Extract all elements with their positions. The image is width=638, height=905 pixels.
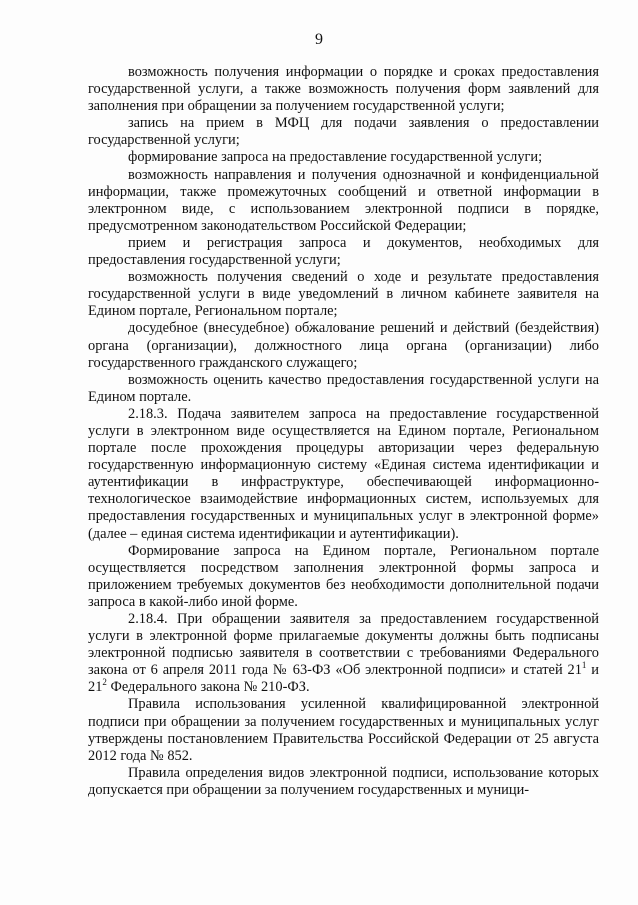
paragraph: возможность получения информации о порядке и сроках предоставления государственной услуги, а также возможность получения форм заявлений для заполнения при обращении за получением государственной услуги; <box>88 64 599 115</box>
document-body <box>88 64 599 799</box>
page-number: 9 <box>315 31 323 48</box>
paragraph: запись на прием в МФЦ для подачи заявления о предоставлении государственной услуги; <box>88 115 599 149</box>
paragraph: Формирование запроса на Едином портале, Региональном портале осуществляется посредством заполнения электронной формы запроса и приложением требуемых документов без необходимости дополнительной подачи запроса в какой-либо иной форме. <box>88 542 599 610</box>
paragraph: возможность направления и получения однозначной и конфиденциальной информации, также промежуточных сообщений и ответной информации в электронном виде, с использованием электронной подписи в порядке, предусмотренном законодательством Российской Федерации; <box>88 166 599 234</box>
superscript: 2 <box>102 677 107 688</box>
paragraph: формирование запроса на предоставление государственной услуги; <box>128 149 543 166</box>
paragraph-text: Федерального закона № 210-ФЗ. <box>106 679 310 696</box>
paragraph: досудебное (внесудебное) обжалование решений и действий (бездействия) органа (организации), должностного лица органа (организации) либо государственного гражданского служащего; <box>88 320 599 371</box>
paragraph-text: 2.18.4. При обращении заявителя за предоставлением государственной услуги в электронной форме прилагаемые документы должны быть подписаны электронной подписью заявителя в соответствии с требованиями Федерального закона от 6 апреля 2011 года № 63-ФЗ «Об электронной подписи» и статей 21 <box>88 611 599 679</box>
paragraph: Правила использования усиленной квалифицированной электронной подписи при обращении за получением государственных и муниципальных услуг утверждены постановлением Правительства Российской Федерации от 25 августа 2012 года № 852. <box>88 696 599 764</box>
paragraph: прием и регистрация запроса и документов, необходимых для предоставления государственной услуги; <box>88 234 599 269</box>
paragraph-2-18-3: 2.18.3. Подача заявителем запроса на предоставление государственной услуги в электронном виде осуществляется на Едином портале, Региональном портале после прохождения процедуры авторизации через федеральную государственную информационную систему «Единая система идентификации и аутентификации в инфраструктуре, обеспечивающей информационно-технологическое взаимодействие информационных систем, используемых для предоставления государственных и муниципальных услуг в электронной форме» (далее – единая система идентификации и аутентификации). <box>88 405 599 542</box>
paragraph: возможность оценить качество предоставления государственной услуги на Едином портале. <box>88 371 599 405</box>
paragraph-2-18-4 <box>88 611 599 696</box>
paragraph: Правила определения видов электронной подписи, использование которых допускается при обращении за получением государственных и муници- <box>88 764 599 798</box>
superscript: 1 <box>581 660 587 671</box>
paragraph: возможность получения сведений о ходе и результате предоставления государственной услуги в виде уведомлений в личном кабинете заявителя на Едином портале, Региональном портале; <box>88 269 599 320</box>
paragraph-text: и 21 <box>88 662 599 696</box>
